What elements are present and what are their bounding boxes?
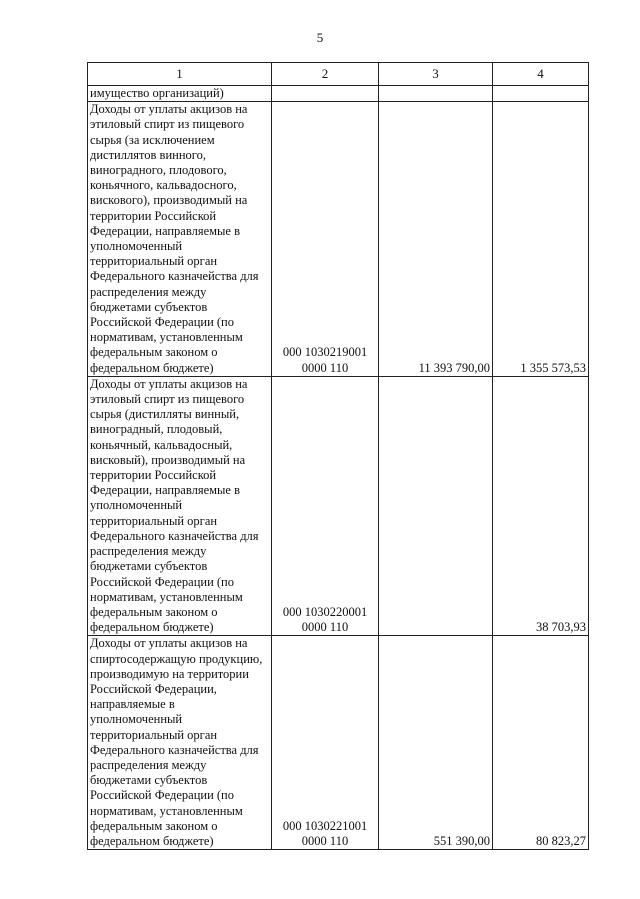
- row-name: Доходы от уплаты акцизов на этиловый спирт из пищевого сырья (за исключением дистиллятов винного, виноградного, плодового, коньячного, кальвадосного, вискового), производимый на территории Российской Федерации, направляемые в уполномоченный территориальный орган Федерального казначейства для распределения между бюджетами субъектов Российской Федерации (по нормативам, установленным федеральным законом о федеральном бюджете): [88, 102, 272, 377]
- header-col-2: 2: [272, 63, 379, 86]
- table-row: [88, 376, 589, 635]
- header-col-3: 3: [379, 63, 493, 86]
- row-col3-value: [379, 376, 493, 635]
- row-col4-value: 1 355 573,53: [493, 102, 589, 377]
- row-name: Доходы от уплаты акцизов на спиртосодержащую продукцию, производимую на территории Российской Федерации, направляемые в уполномоченный территориальный орган Федерального казначейства для распределения между бюджетами субъектов Российской Федерации (по нормативам, установленным федеральным законом о федеральном бюджете): [88, 636, 272, 850]
- table-row: [88, 102, 589, 377]
- continuation-text: имущество организаций): [88, 86, 272, 102]
- row-col4-value: 38 703,93: [493, 376, 589, 635]
- page-number: 5: [316, 30, 324, 45]
- continuation-cell-4: [493, 86, 589, 102]
- row-code: 000 1030220001 0000 110: [272, 376, 379, 635]
- row-code: 000 1030221001 0000 110: [272, 636, 379, 850]
- table-row: [88, 636, 589, 850]
- row-col4-value: 80 823,27: [493, 636, 589, 850]
- row-name: Доходы от уплаты акцизов на этиловый спирт из пищевого сырья (дистилляты винный, виноградный, плодовый, коньячный, кальвадосный, висковый), производимый на территории Российской Федерации, направляемые в уполномоченный территориальный орган Федерального казначейства для распределения между бюджетами субъектов Российской Федерации (по нормативам, установленным федеральным законом о федеральном бюджете): [88, 376, 272, 635]
- continuation-row: [88, 86, 589, 102]
- header-col-1: 1: [88, 63, 272, 86]
- row-col3-value: 11 393 790,00: [379, 102, 493, 377]
- header-col-4: 4: [493, 63, 589, 86]
- continuation-cell-2: [272, 86, 379, 102]
- row-col3-value: 551 390,00: [379, 636, 493, 850]
- row-code: 000 1030219001 0000 110: [272, 102, 379, 377]
- continuation-cell-3: [379, 86, 493, 102]
- header-row: [88, 63, 589, 86]
- income-table: [87, 62, 589, 850]
